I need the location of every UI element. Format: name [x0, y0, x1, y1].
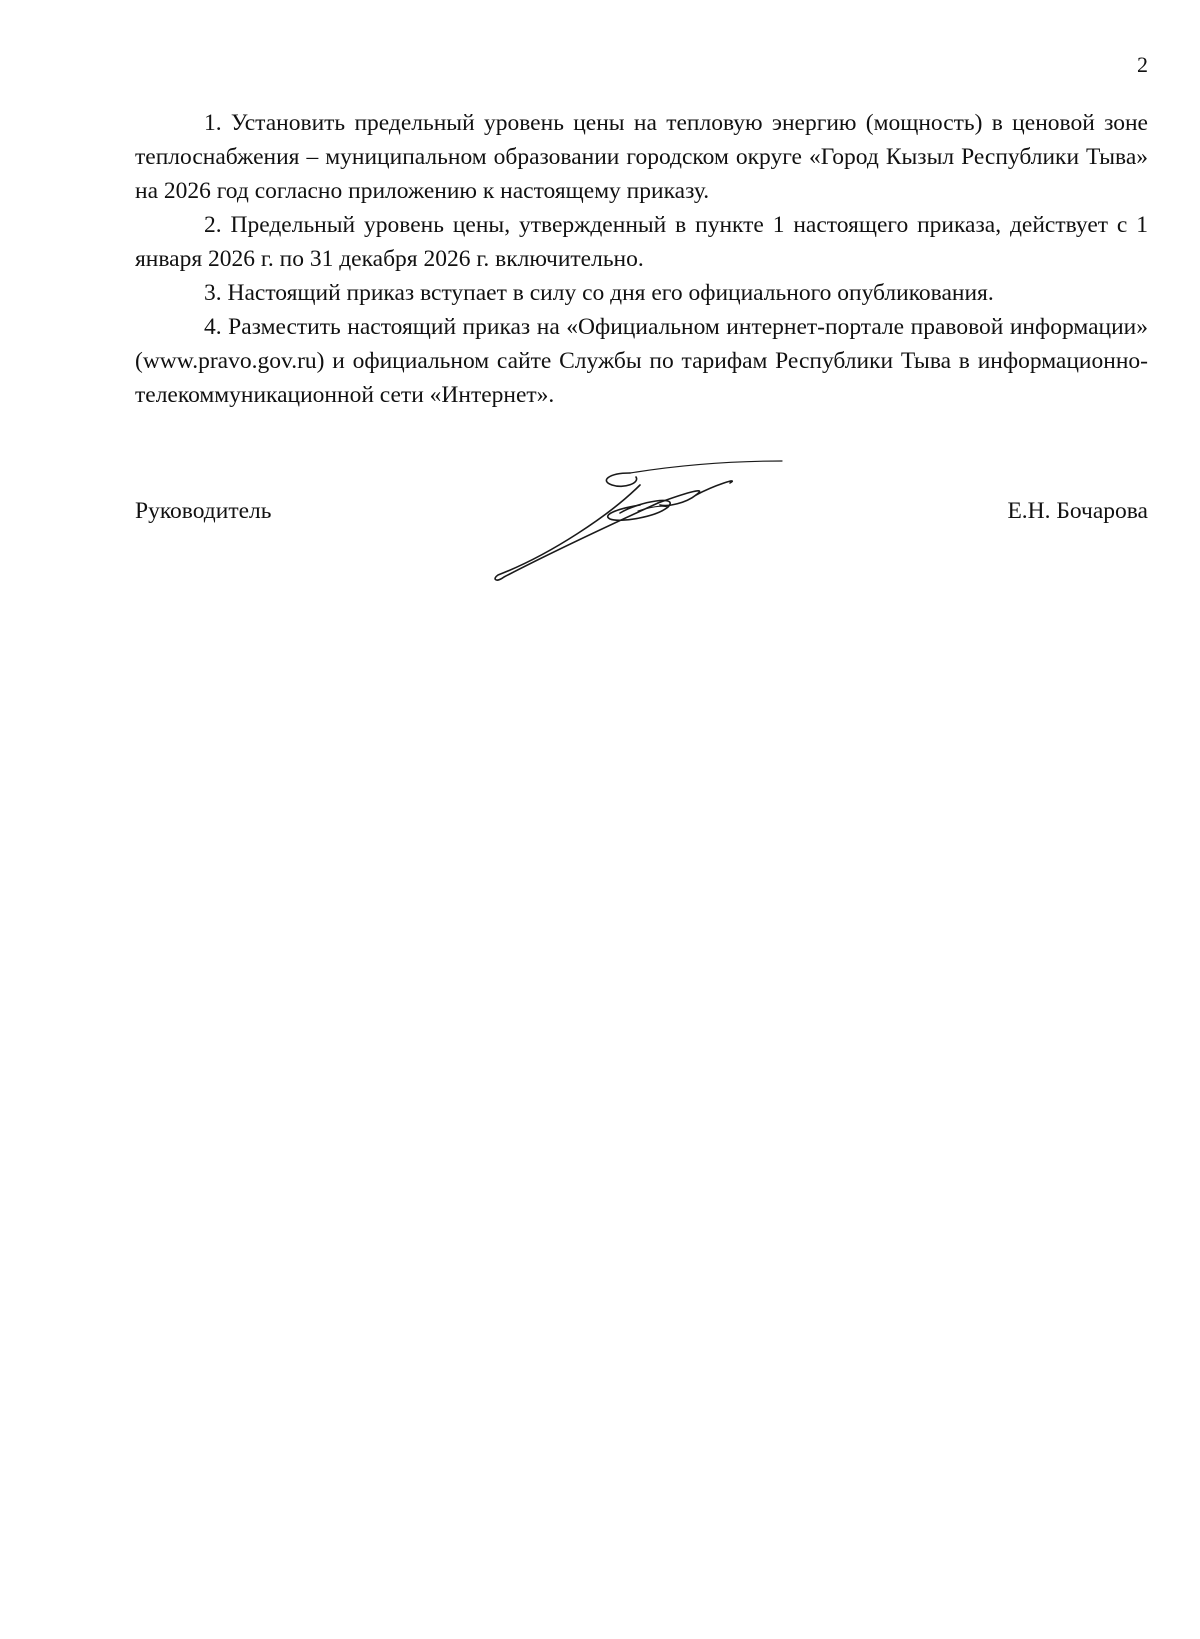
paragraph-item-4: 4. Разместить настоящий приказ на «Официальном интернет-портале правовой информации» (www.pravo.gov.ru) и официальном сайте Службы по тарифам Республики Тыва в информационно-телекоммуникационной сети «Интернет».: [135, 314, 1148, 408]
signatory-name: Е.Н. Бочарова: [1007, 498, 1148, 524]
paragraph-item-3: 3. Настоящий приказ вступает в силу со дня его официального опубликования.: [204, 280, 994, 306]
paragraph-item-1: 1. Установить предельный уровень цены на тепловую энергию (мощность) в ценовой зоне теплоснабжения – муниципальном образовании городском округе «Город Кызыл Республики Тыва» на 2026 год согласно приложению к настоящему приказу.: [135, 110, 1148, 204]
signatory-role: Руководитель: [135, 498, 272, 524]
handwritten-signature: [490, 455, 820, 595]
page-number: 2: [1137, 52, 1148, 77]
paragraph-item-2: 2. Предельный уровень цены, утвержденный в пункте 1 настоящего приказа, действует с 1 января 2026 г. по 31 декабря 2026 г. включительно.: [135, 212, 1148, 272]
document-body: [135, 106, 1148, 412]
